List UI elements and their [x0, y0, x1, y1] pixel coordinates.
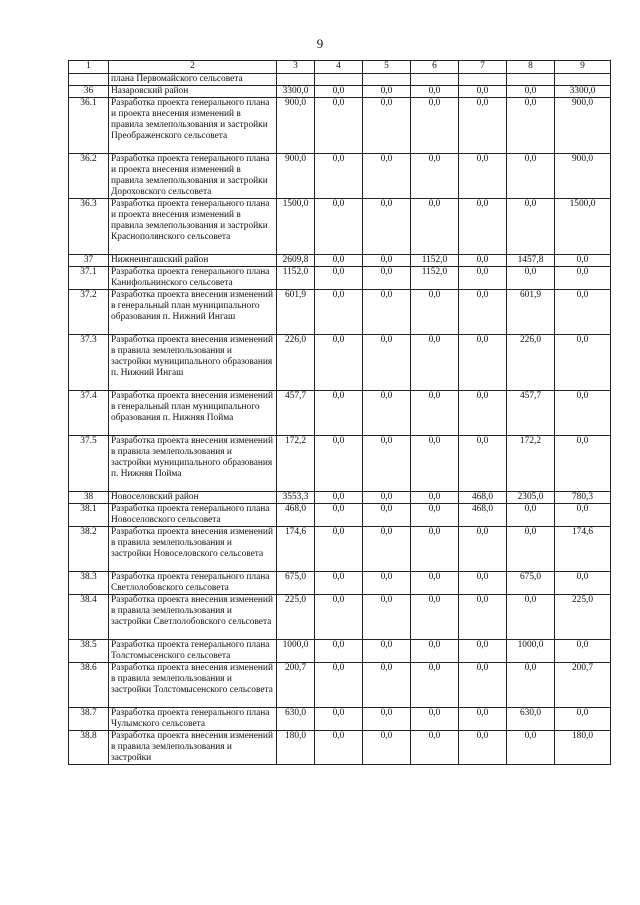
value-cell: 0,0: [315, 199, 363, 255]
header-cell: 2: [109, 61, 277, 74]
value-cell: [363, 74, 411, 86]
value-cell: 630,0: [507, 708, 555, 731]
value-cell: 0,0: [315, 154, 363, 199]
value-cell: [411, 74, 459, 86]
row-description: Назаровский район: [109, 86, 277, 98]
value-cell: 0,0: [507, 267, 555, 290]
table-row: [69, 708, 611, 731]
value-cell: 1457,8: [507, 255, 555, 267]
value-cell: 0,0: [411, 504, 459, 527]
row-number: 38.6: [69, 663, 109, 708]
row-description: Разработка проекта генерального плана и проекта внесения изменений в правила землепользования и застройки Дороховского сельсовета: [109, 154, 277, 199]
value-cell: 0,0: [459, 731, 507, 765]
value-cell: 0,0: [315, 504, 363, 527]
value-cell: 1000,0: [507, 640, 555, 663]
value-cell: [277, 74, 315, 86]
row-description: Разработка проекта внесения изменений в правила землепользования и застройки муниципального образования п. Нижняя Пойма: [109, 436, 277, 492]
row-description: Разработка проекта внесения изменений в генеральный план муниципального образования п. Нижняя Пойма: [109, 391, 277, 436]
row-number: 38.1: [69, 504, 109, 527]
value-cell: 468,0: [459, 492, 507, 504]
value-cell: 0,0: [315, 527, 363, 572]
value-cell: 0,0: [507, 595, 555, 640]
table-row: [69, 74, 611, 86]
value-cell: 0,0: [411, 663, 459, 708]
value-cell: 0,0: [459, 572, 507, 595]
value-cell: 200,7: [277, 663, 315, 708]
row-number: 37.4: [69, 391, 109, 436]
value-cell: 0,0: [459, 199, 507, 255]
value-cell: 1000,0: [277, 640, 315, 663]
value-cell: 1500,0: [277, 199, 315, 255]
value-cell: 0,0: [315, 436, 363, 492]
row-description: Разработка проекта генерального плана Светлолобовского сельсовета: [109, 572, 277, 595]
header-cell: 6: [411, 61, 459, 74]
header-row: [69, 61, 611, 74]
value-cell: 0,0: [411, 708, 459, 731]
header-cell: 3: [277, 61, 315, 74]
header-cell: 4: [315, 61, 363, 74]
value-cell: 1500,0: [555, 199, 611, 255]
value-cell: 0,0: [555, 572, 611, 595]
value-cell: 0,0: [507, 98, 555, 154]
value-cell: 0,0: [315, 391, 363, 436]
row-number: 36.3: [69, 199, 109, 255]
table-row: [69, 335, 611, 391]
row-description: Разработка проекта внесения изменений в правила землепользования и застройки: [109, 731, 277, 765]
value-cell: 0,0: [411, 572, 459, 595]
value-cell: 0,0: [315, 708, 363, 731]
row-number: 38.5: [69, 640, 109, 663]
row-description: Разработка проекта генерального плана Толстомысенского сельсовета: [109, 640, 277, 663]
value-cell: 0,0: [363, 527, 411, 572]
value-cell: 1152,0: [277, 267, 315, 290]
value-cell: 0,0: [459, 708, 507, 731]
value-cell: [459, 74, 507, 86]
value-cell: 630,0: [277, 708, 315, 731]
value-cell: 2609,8: [277, 255, 315, 267]
value-cell: 0,0: [555, 640, 611, 663]
value-cell: 0,0: [315, 640, 363, 663]
table-row: [69, 572, 611, 595]
table-row: [69, 640, 611, 663]
row-number: 36.2: [69, 154, 109, 199]
row-number: 38: [69, 492, 109, 504]
value-cell: 0,0: [315, 98, 363, 154]
row-number: 38.8: [69, 731, 109, 765]
value-cell: 0,0: [411, 640, 459, 663]
value-cell: 0,0: [363, 572, 411, 595]
value-cell: 3300,0: [555, 86, 611, 98]
value-cell: 0,0: [411, 154, 459, 199]
value-cell: 0,0: [315, 267, 363, 290]
value-cell: 0,0: [507, 86, 555, 98]
value-cell: 226,0: [277, 335, 315, 391]
value-cell: 0,0: [315, 492, 363, 504]
table-row: [69, 391, 611, 436]
value-cell: 180,0: [555, 731, 611, 765]
value-cell: 780,3: [555, 492, 611, 504]
budget-table: [68, 60, 611, 765]
value-cell: 0,0: [459, 391, 507, 436]
row-number: 36.1: [69, 98, 109, 154]
value-cell: 0,0: [315, 86, 363, 98]
row-description: Разработка проекта внесения изменений в правила землепользования и застройки Новоселовского сельсовета: [109, 527, 277, 572]
value-cell: 0,0: [459, 595, 507, 640]
row-description: Разработка проекта генерального плана и проекта внесения изменений в правила землепользования и застройки Краснополянского сельсовета: [109, 199, 277, 255]
value-cell: 2305,0: [507, 492, 555, 504]
value-cell: [555, 74, 611, 86]
value-cell: 0,0: [411, 98, 459, 154]
value-cell: 0,0: [363, 492, 411, 504]
value-cell: 0,0: [459, 335, 507, 391]
row-number: 37.1: [69, 267, 109, 290]
table-row: [69, 436, 611, 492]
value-cell: 180,0: [277, 731, 315, 765]
value-cell: 0,0: [411, 290, 459, 335]
value-cell: 0,0: [363, 436, 411, 492]
value-cell: 0,0: [555, 436, 611, 492]
value-cell: 601,9: [277, 290, 315, 335]
value-cell: 0,0: [459, 154, 507, 199]
value-cell: 0,0: [411, 492, 459, 504]
value-cell: 601,9: [507, 290, 555, 335]
value-cell: 0,0: [363, 86, 411, 98]
value-cell: 900,0: [555, 154, 611, 199]
value-cell: 0,0: [507, 199, 555, 255]
value-cell: 0,0: [363, 255, 411, 267]
table-row: [69, 290, 611, 335]
value-cell: 0,0: [315, 663, 363, 708]
value-cell: [315, 74, 363, 86]
value-cell: 468,0: [277, 504, 315, 527]
row-description: Разработка проекта генерального плана и проекта внесения изменений в правила землепользования и застройки Преображенского сельсовета: [109, 98, 277, 154]
value-cell: 226,0: [507, 335, 555, 391]
value-cell: 0,0: [411, 335, 459, 391]
value-cell: 0,0: [411, 731, 459, 765]
value-cell: 675,0: [277, 572, 315, 595]
value-cell: 225,0: [277, 595, 315, 640]
row-number: 37.3: [69, 335, 109, 391]
value-cell: 457,7: [277, 391, 315, 436]
header-cell: 7: [459, 61, 507, 74]
value-cell: 0,0: [555, 504, 611, 527]
value-cell: 0,0: [363, 663, 411, 708]
value-cell: 0,0: [363, 708, 411, 731]
row-description: Разработка проекта генерального плана Чулымского сельсовета: [109, 708, 277, 731]
value-cell: 0,0: [555, 290, 611, 335]
table-row: [69, 663, 611, 708]
value-cell: 1152,0: [411, 255, 459, 267]
value-cell: 172,2: [277, 436, 315, 492]
value-cell: 0,0: [363, 98, 411, 154]
value-cell: 900,0: [555, 98, 611, 154]
value-cell: 0,0: [363, 335, 411, 391]
value-cell: 0,0: [555, 255, 611, 267]
table-row: [69, 504, 611, 527]
table-row: [69, 492, 611, 504]
value-cell: 0,0: [363, 595, 411, 640]
value-cell: 0,0: [363, 199, 411, 255]
value-cell: 225,0: [555, 595, 611, 640]
value-cell: 457,7: [507, 391, 555, 436]
value-cell: 0,0: [363, 731, 411, 765]
value-cell: 0,0: [315, 595, 363, 640]
value-cell: 174,6: [555, 527, 611, 572]
value-cell: 0,0: [315, 572, 363, 595]
row-description: Разработка проекта внесения изменений в правила землепользования и застройки муниципального образования п. Нижний Ингаш: [109, 335, 277, 391]
row-number: 38.2: [69, 527, 109, 572]
row-number: 37: [69, 255, 109, 267]
row-number: 38.7: [69, 708, 109, 731]
table-row: [69, 255, 611, 267]
value-cell: [507, 74, 555, 86]
value-cell: 0,0: [363, 391, 411, 436]
table-row: [69, 595, 611, 640]
value-cell: 200,7: [555, 663, 611, 708]
value-cell: 0,0: [459, 436, 507, 492]
value-cell: 174,6: [277, 527, 315, 572]
value-cell: 0,0: [411, 391, 459, 436]
row-description: Разработка проекта генерального плана Канифольнинского сельсовета: [109, 267, 277, 290]
value-cell: 900,0: [277, 154, 315, 199]
header-cell: 5: [363, 61, 411, 74]
table-row: [69, 98, 611, 154]
table-row: [69, 199, 611, 255]
header-cell: 9: [555, 61, 611, 74]
value-cell: 0,0: [459, 98, 507, 154]
value-cell: 0,0: [507, 504, 555, 527]
header-cell: 8: [507, 61, 555, 74]
value-cell: 0,0: [555, 708, 611, 731]
row-number: [69, 74, 109, 86]
value-cell: 0,0: [459, 640, 507, 663]
table-row: [69, 527, 611, 572]
value-cell: 0,0: [459, 527, 507, 572]
row-description: Нижнеингашский район: [109, 255, 277, 267]
value-cell: 0,0: [315, 731, 363, 765]
row-number: 37.5: [69, 436, 109, 492]
value-cell: 0,0: [363, 504, 411, 527]
value-cell: 0,0: [459, 290, 507, 335]
value-cell: 900,0: [277, 98, 315, 154]
header-cell: 1: [69, 61, 109, 74]
value-cell: 0,0: [315, 290, 363, 335]
row-number: 36: [69, 86, 109, 98]
table-row: [69, 154, 611, 199]
value-cell: 0,0: [363, 290, 411, 335]
value-cell: 0,0: [411, 199, 459, 255]
value-cell: 0,0: [363, 267, 411, 290]
value-cell: 0,0: [363, 640, 411, 663]
row-number: 38.4: [69, 595, 109, 640]
value-cell: 0,0: [507, 154, 555, 199]
value-cell: 0,0: [459, 86, 507, 98]
row-description: Разработка проекта внесения изменений в генеральный план муниципального образования п. Нижний Ингаш: [109, 290, 277, 335]
value-cell: 0,0: [507, 527, 555, 572]
row-description: Разработка проекта внесения изменений в правила землепользования и застройки Светлолобовского сельсовета: [109, 595, 277, 640]
value-cell: 3300,0: [277, 86, 315, 98]
value-cell: 0,0: [315, 255, 363, 267]
row-number: 38.3: [69, 572, 109, 595]
value-cell: 468,0: [459, 504, 507, 527]
table-body: [69, 61, 611, 765]
value-cell: 675,0: [507, 572, 555, 595]
row-description: плана Первомайского сельсовета: [109, 74, 277, 86]
value-cell: 1152,0: [411, 267, 459, 290]
value-cell: 3553,3: [277, 492, 315, 504]
value-cell: 0,0: [363, 154, 411, 199]
row-description: Разработка проекта генерального плана Новоселовского сельсовета: [109, 504, 277, 527]
value-cell: 0,0: [507, 663, 555, 708]
value-cell: 0,0: [555, 335, 611, 391]
row-number: 37.2: [69, 290, 109, 335]
value-cell: 0,0: [555, 267, 611, 290]
table-row: [69, 86, 611, 98]
value-cell: 0,0: [459, 663, 507, 708]
value-cell: 0,0: [459, 267, 507, 290]
value-cell: 0,0: [315, 335, 363, 391]
table-row: [69, 731, 611, 765]
value-cell: 0,0: [459, 255, 507, 267]
row-description: Разработка проекта внесения изменений в правила землепользования и застройки Толстомысенского сельсовета: [109, 663, 277, 708]
value-cell: 0,0: [411, 595, 459, 640]
value-cell: 0,0: [507, 731, 555, 765]
value-cell: 172,2: [507, 436, 555, 492]
page-number: 9: [316, 36, 324, 51]
table-row: [69, 267, 611, 290]
value-cell: 0,0: [555, 391, 611, 436]
value-cell: 0,0: [411, 86, 459, 98]
value-cell: 0,0: [411, 527, 459, 572]
row-description: Новоселовский район: [109, 492, 277, 504]
value-cell: 0,0: [411, 436, 459, 492]
